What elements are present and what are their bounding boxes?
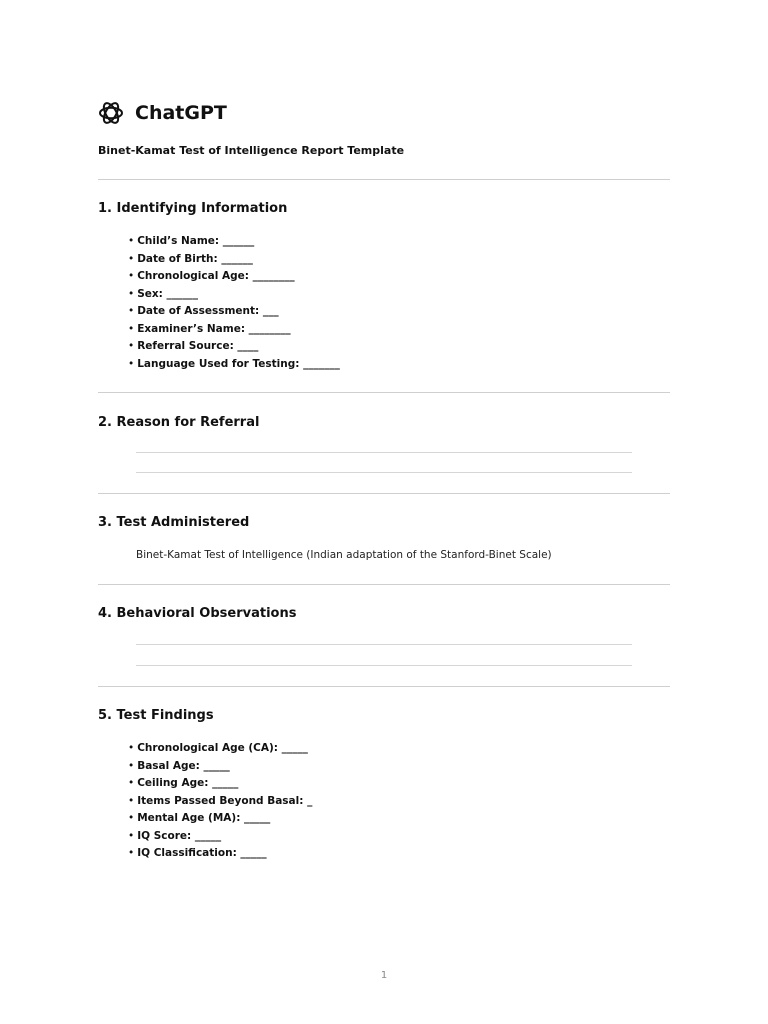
- test-description: Binet-Kamat Test of Intelligence (Indian adaptation of the Stanford-Binet Scale): [136, 549, 552, 561]
- brand-header: [97, 99, 227, 127]
- list-item-text: Referral Source: ____: [137, 340, 259, 352]
- section-divider: [98, 686, 670, 687]
- list-item-text: Date of Birth: ______: [137, 252, 253, 265]
- section-heading-identifying: 1. Identifying Information: [98, 201, 288, 216]
- list-item-text: Items Passed Beyond Basal: _: [137, 794, 313, 807]
- blank-write-line: [136, 644, 632, 645]
- section-heading-behavior: 4. Behavioral Observations: [98, 606, 297, 621]
- section-heading-referral: 2. Reason for Referral: [98, 415, 260, 430]
- openai-logo-icon: [97, 99, 125, 127]
- section-divider: [98, 584, 670, 585]
- list-item: • Ceiling Age: _____: [128, 777, 239, 789]
- section-divider: [98, 392, 670, 393]
- list-item: • Chronological Age (CA): _____: [128, 742, 308, 754]
- list-item-text: Language Used for Testing: _______: [137, 357, 340, 370]
- document-title: Binet-Kamat Test of Intelligence Report Template: [98, 144, 405, 157]
- list-item-text: Chronological Age: ________: [137, 270, 295, 282]
- list-item: • Basal Age: _____: [128, 759, 230, 772]
- list-item: • Referral Source: ____: [128, 340, 259, 352]
- page-number: 1: [380, 970, 388, 981]
- section-divider: [98, 493, 670, 494]
- list-item-text: Ceiling Age: _____: [137, 777, 239, 789]
- list-item-text: IQ Classification: _____: [137, 847, 267, 859]
- list-item: • Child’s Name: ______: [128, 235, 255, 247]
- section-divider: [98, 179, 670, 180]
- list-item-text: IQ Score: _____: [137, 829, 222, 842]
- section-heading-test: 3. Test Administered: [98, 515, 250, 530]
- list-item-text: Examiner’s Name: ________: [137, 322, 291, 335]
- list-item-text: Sex: ______: [137, 287, 199, 300]
- list-item-text: Date of Assessment: ___: [137, 305, 279, 317]
- list-item-text: Basal Age: _____: [137, 759, 230, 772]
- list-item: • Language Used for Testing: _______: [128, 357, 340, 370]
- identifying-info-list: [128, 233, 340, 373]
- brand-name: ChatGPT: [135, 102, 227, 124]
- section-heading-findings: 5. Test Findings: [98, 708, 214, 723]
- list-item: • Examiner’s Name: ________: [128, 322, 291, 335]
- list-item: • IQ Classification: _____: [128, 847, 267, 859]
- list-item: • Items Passed Beyond Basal: _: [128, 794, 313, 807]
- list-item: • Date of Assessment: ___: [128, 305, 279, 317]
- blank-write-line: [136, 472, 632, 473]
- list-item: • Mental Age (MA): _____: [128, 812, 271, 824]
- blank-write-line: [136, 665, 632, 666]
- blank-write-line: [136, 452, 632, 453]
- list-item: • Sex: ______: [128, 287, 199, 300]
- list-item-text: Mental Age (MA): _____: [137, 812, 271, 824]
- list-item: • Chronological Age: ________: [128, 270, 295, 282]
- list-item-text: Child’s Name: ______: [137, 235, 255, 247]
- list-item: • IQ Score: _____: [128, 829, 222, 842]
- test-findings-list: [128, 740, 312, 863]
- list-item-text: Chronological Age (CA): _____: [137, 742, 308, 754]
- list-item: • Date of Birth: ______: [128, 252, 253, 265]
